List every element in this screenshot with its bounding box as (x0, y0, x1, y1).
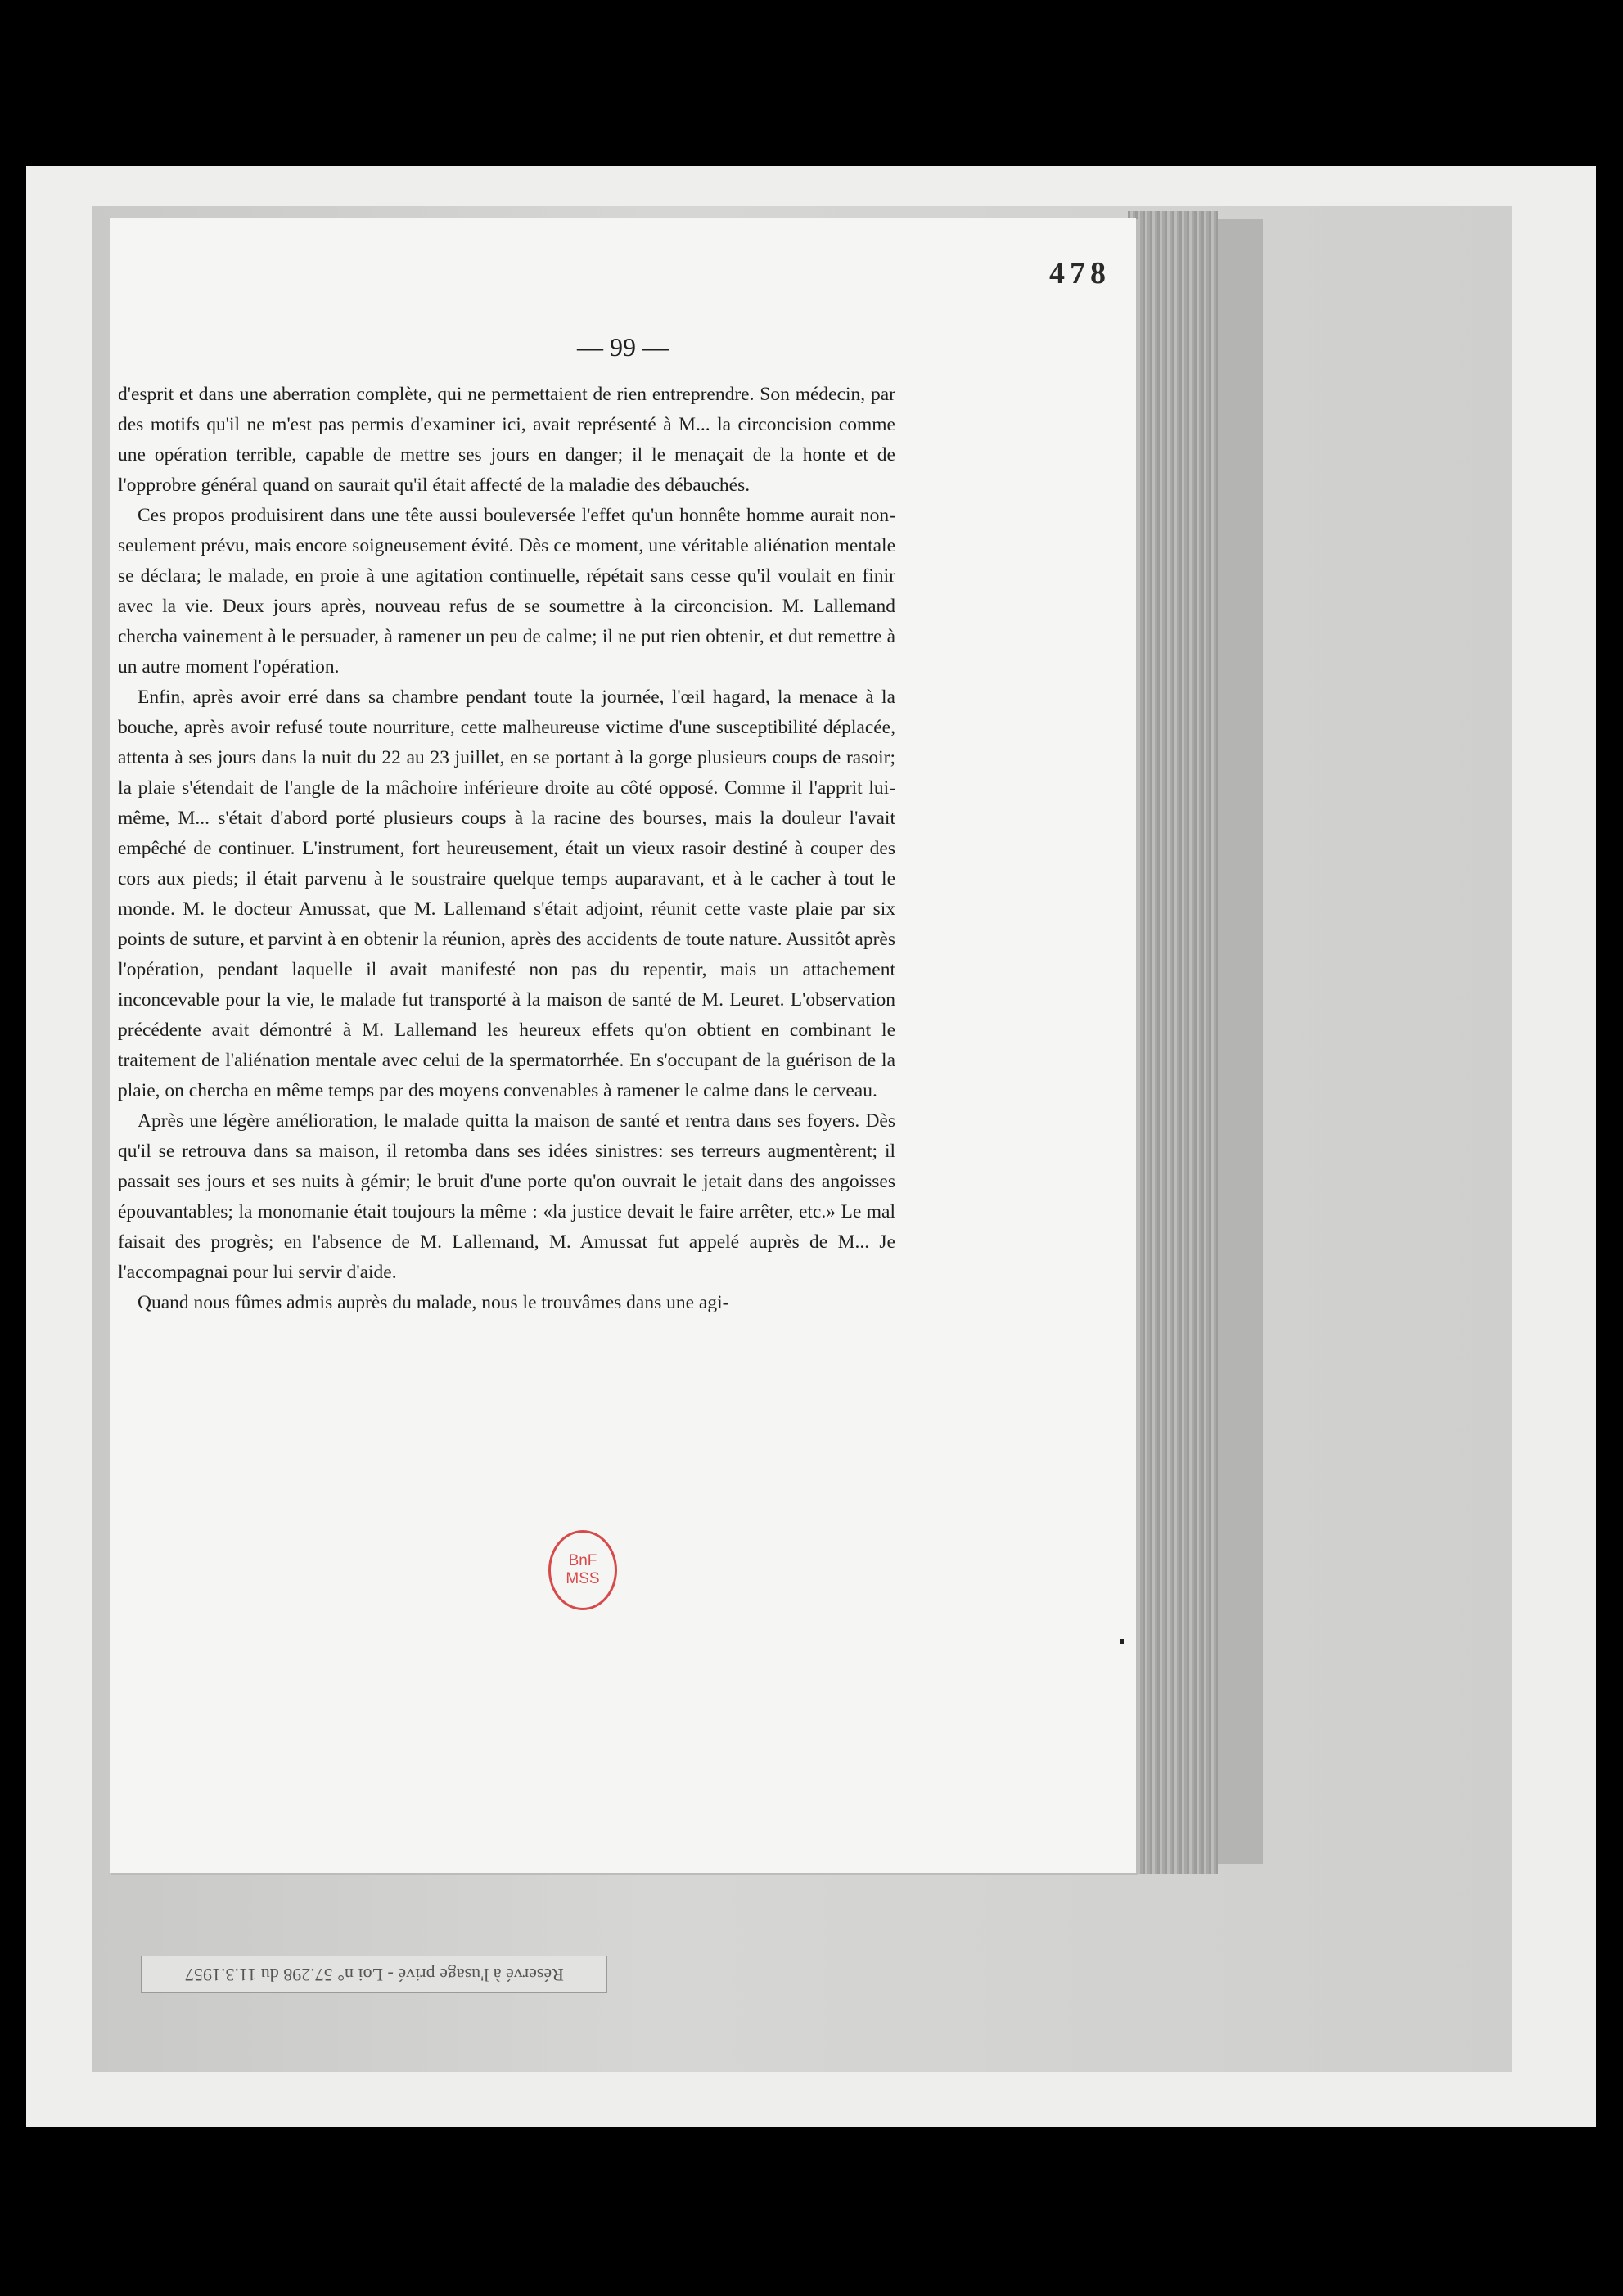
paragraph: Quand nous fûmes admis auprès du malade, nous le trouvâmes dans une agi- (138, 1292, 729, 1313)
scan-speck (1120, 1639, 1124, 1644)
body-text (118, 380, 895, 1318)
paragraph: d'esprit et dans une aberration complète, qui ne permettaient de rien entreprendre. Son médecin, par des motifs qu'il ne m'est pas permis d'examiner ici, avait représenté à M... la circoncision comme une opération terrible, capable de mettre ses jours en danger; il le menaçait de la honte et de l'opprobre général quand on saurait qu'il était affecté de la maladie des débauchés. (118, 384, 895, 496)
library-stamp (548, 1530, 617, 1610)
paragraph: Enfin, après avoir erré dans sa chambre pendant toute la journée, l'œil hagard, la menace à la bouche, après avoir refusé toute nourriture, cette malheureuse victime d'une susceptibilité déplacée, attenta à ses jours dans la nuit du 22 au 23 juillet, en se portant à la gorge plusieurs coups de rasoir; la plaie s'étendait de l'angle de la mâchoire inférieure droite au côté opposé. Comme il l'apprit lui-même, M... s'était d'abord porté plusieurs coups à la racine des bourses, mais la douleur l'avait empêché de continuer. L'instrument, fort heureusement, était un vieux rasoir destiné à couper des cors aux pieds; il était parvenu à le soustraire quelque temps auparavant, et à le cacher à tout le monde. M. le docteur Amussat, que M. Lallemand s'était adjoint, réunit cette vaste plaie par six points de suture, et parvint à en obtenir la réunion, après des accidents de toute nature. Aussitôt après l'opération, pendant laquelle il avait manifesté non pas du repentir, mais un attachement inconcevable pour la vie, le malade fut transporté à la maison de santé de M. Leuret. L'observation précédente avait démontré à M. Lallemand les heureux effets qu'on obtient en combinant le traitement de l'aliénation mentale avec celui de la spermatorrhée. En s'occupant de la guérison de la plaie, on chercha en même temps par des moyens convenables à ramener le calme dans le cerveau. (118, 687, 895, 1101)
legal-label (141, 1956, 607, 1993)
paragraph: Après une légère amélioration, le malade quitta la maison de santé et rentra dans ses foyers. Dès qu'il se retrouva dans sa maison, il retomba dans ses idées sinistres: ses terreurs augmentèrent; il passait ses jours et ses nuits à gémir; le bruit d'une porte qu'on ouvrait le jetait dans des angoisses épouvantables; la monomanie était toujours la même : «la justice devait le faire arrêter, etc.» Le mal faisait des progrès; en l'absence de M. Lallemand, M. Amussat fut appelé auprès de M... Je l'accompagnai pour lui servir d'aide. (118, 1110, 895, 1283)
paragraph: Ces propos produisirent dans une tête aussi bouleversée l'effet qu'un honnête homme aurait non-seulement prévu, mais encore soigneusement évité. Dès ce moment, une véritable aliénation mentale se déclara; le malade, en proie à une agitation continuelle, répétait sans cesse qu'il voulait en finir avec la vie. Deux jours après, nouveau refus de se soumettre à la circoncision. M. Lallemand chercha vainement à le persuader, à ramener un peu de calme; il ne put rien obtenir, et dut remettre à un autre moment l'opération. (118, 505, 895, 678)
page-stack-shadow (1218, 219, 1263, 1864)
stamp-line-1: BnF (568, 1552, 597, 1569)
stamp-line-2: MSS (566, 1570, 600, 1587)
legal-label-text: Réservé à l'usage privé - Loi n° 57.298 du 11.3.1957 (184, 1965, 564, 1985)
folio-number: 478 (1049, 256, 1111, 290)
page-number: — 99 — (577, 332, 669, 362)
page-stack-edge (1128, 211, 1218, 1874)
